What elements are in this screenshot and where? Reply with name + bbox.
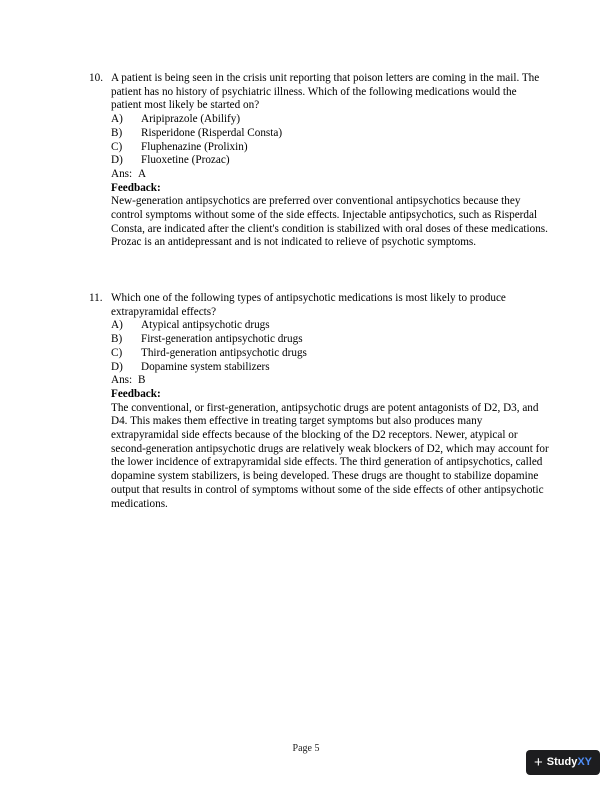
option-letter: A) xyxy=(111,319,123,332)
option-list xyxy=(111,319,549,511)
option-text: First-generation antipsychotic drugs xyxy=(141,333,303,346)
answer-line xyxy=(111,168,549,182)
feedback-text: The conventional, or first-generation, antipsychotic drugs are potent antagonists of D2, D3, and D4. This makes them effective in treating target symptoms but also produces many extrapyramidal side effects because of the blocking of the D2 receptors. Newer, atypical or second-generation antipsychotic drugs are relatively weak blockers of D2, which may account for the lower incidence of extrapyramidal side effects. The third generation of antipsychotics, called dopamine system stabilizers, is being developed. These drugs are thought to stabilize dopamine output that results in control of symptoms without some of the side effects of other antipsychotic medications. xyxy=(111,401,549,510)
feedback-heading: Feedback: xyxy=(111,387,161,400)
feedback-text: New-generation antipsychotics are preferred over conventional antipsychotics because they control symptoms without some of the side effects. Injectable antipsychotics, such as Risperdal Consta, are indicated after the client's condition is stabilized with oral doses of these medications. Prozac is an antidepressant and is not indicated to relieve of psychotic symptoms. xyxy=(111,195,548,249)
option-letter: A) xyxy=(111,113,123,126)
option-text: Atypical antipsychotic drugs xyxy=(141,319,270,332)
badge-brand: Study xyxy=(546,755,578,768)
answer-value: B xyxy=(138,374,146,387)
option-c xyxy=(111,347,549,361)
option-d xyxy=(111,154,549,168)
badge-brand-accent: XY xyxy=(577,755,592,768)
option-b xyxy=(111,333,549,347)
option-b xyxy=(111,127,549,141)
option-text: Fluoxetine (Prozac) xyxy=(141,154,230,167)
question-stem xyxy=(89,72,549,113)
option-letter: C) xyxy=(111,346,123,359)
option-letter: C) xyxy=(111,140,123,153)
plus-icon: + xyxy=(533,754,543,771)
answer-value: A xyxy=(138,167,147,180)
option-text: Dopamine system stabilizers xyxy=(141,360,270,373)
option-text: Fluphenazine (Prolixin) xyxy=(141,140,248,153)
feedback-heading: Feedback: xyxy=(111,181,161,194)
option-letter: D) xyxy=(111,360,123,373)
option-letter: B) xyxy=(111,126,123,139)
answer-label: Ans: xyxy=(111,167,133,180)
question-11 xyxy=(89,292,549,511)
answer-label: Ans: xyxy=(111,374,133,387)
option-c xyxy=(111,141,549,155)
option-d xyxy=(111,361,549,375)
option-text: Third-generation antipsychotic drugs xyxy=(141,346,307,359)
question-number: 10. xyxy=(89,72,103,84)
question-text: A patient is being seen in the crisis unit reporting that poison letters are coming in the mail. The patient has no history of psychiatric illness. Which of the following medications would the patient most likely be started on? xyxy=(111,72,540,112)
question-text: Which one of the following types of antipsychotic medications is most likely to produce extrapyramidal effects? xyxy=(111,292,506,318)
option-list xyxy=(111,113,549,250)
question-number: 11. xyxy=(89,292,103,304)
option-letter: D) xyxy=(111,154,123,167)
option-letter: B) xyxy=(111,333,123,346)
option-text: Risperidone (Risperdal Consta) xyxy=(141,126,283,139)
option-a xyxy=(111,319,549,333)
page-number: Page 5 xyxy=(292,743,320,754)
option-a xyxy=(111,113,549,127)
option-text: Aripiprazole (Abilify) xyxy=(141,113,241,126)
question-stem xyxy=(89,292,549,319)
studyxy-badge[interactable] xyxy=(526,750,600,775)
answer-line xyxy=(111,374,549,388)
question-10 xyxy=(89,72,549,250)
